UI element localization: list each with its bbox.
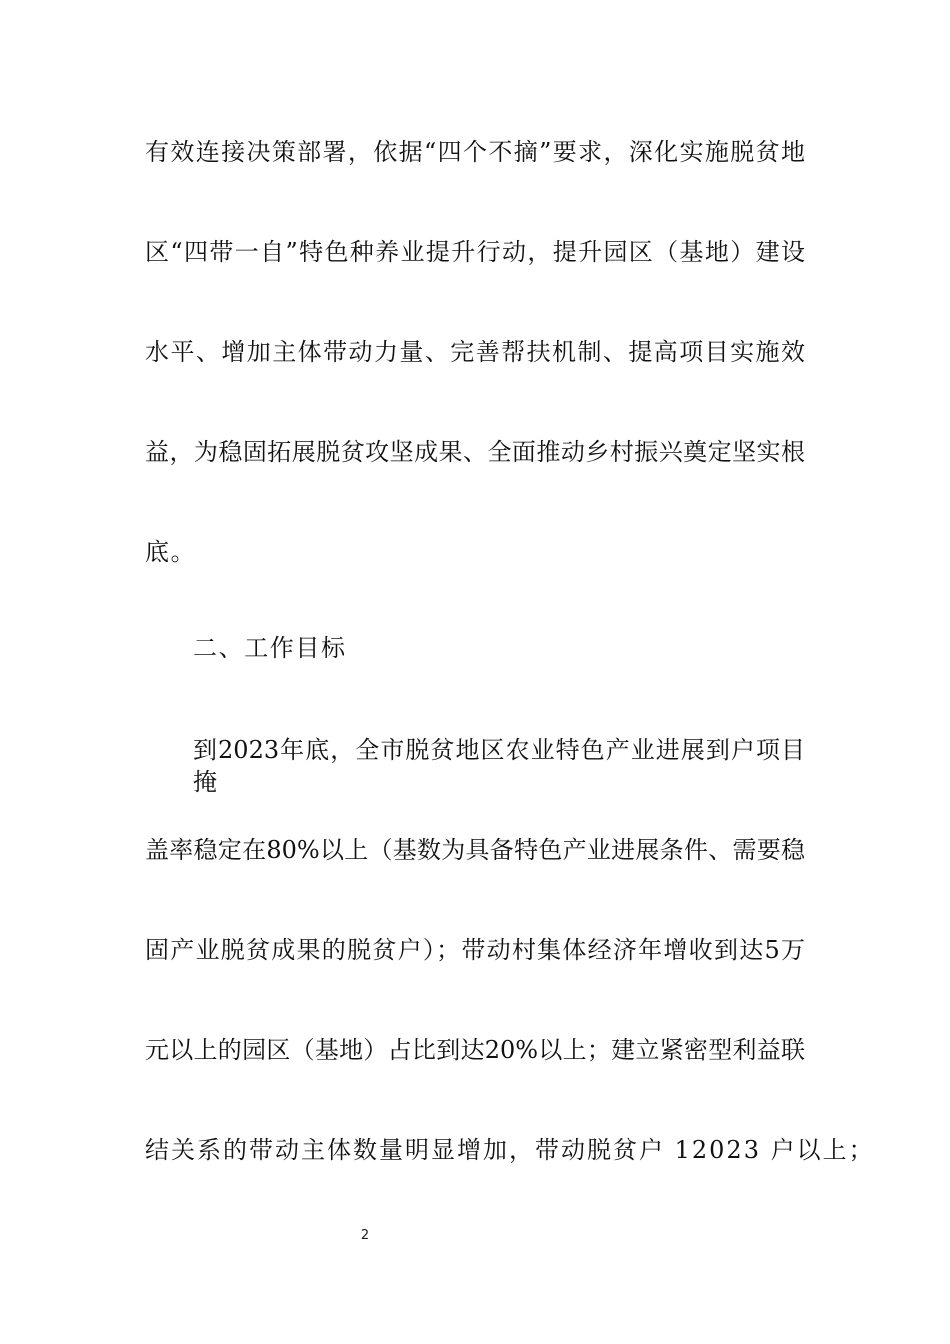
- section-heading: 二、工作目标: [193, 634, 347, 662]
- paragraph-2-line-2: 盖率稳定在80%以上（基数为具备特色产业进展条件、需要稳: [145, 836, 805, 864]
- page-number: 2: [360, 1228, 370, 1243]
- paragraph-1-line-2: 区“四带一自”特色种养业提升行动，提升园区（基地）建设: [145, 238, 805, 266]
- paragraph-1-line-1: 有效连接决策部署，依据“四个不摘”要求，深化实施脱贫地: [145, 138, 805, 166]
- paragraph-2-line-5: 结关系的带动主体数量明显增加，带动脱贫户 12023 户以上；: [145, 1136, 875, 1164]
- paragraph-2-line-4: 元以上的园区（基地）占比到达20%以上；建立紧密型利益联: [145, 1036, 805, 1064]
- paragraph-1-line-5: 底。: [145, 538, 197, 566]
- paragraph-2-line-1: 到2023年底，全市脱贫地区农业特色产业进展到户项目掩: [193, 736, 805, 796]
- paragraph-1-line-3: 水平、增加主体带动力量、完善帮扶机制、提高项目实施效: [145, 338, 805, 366]
- paragraph-1-line-4: 益，为稳固拓展脱贫攻坚成果、全面推动乡村振兴奠定坚实根: [145, 438, 805, 466]
- paragraph-2-line-3: 固产业脱贫成果的脱贫户）；带动村集体经济年增收到达5万: [145, 936, 805, 964]
